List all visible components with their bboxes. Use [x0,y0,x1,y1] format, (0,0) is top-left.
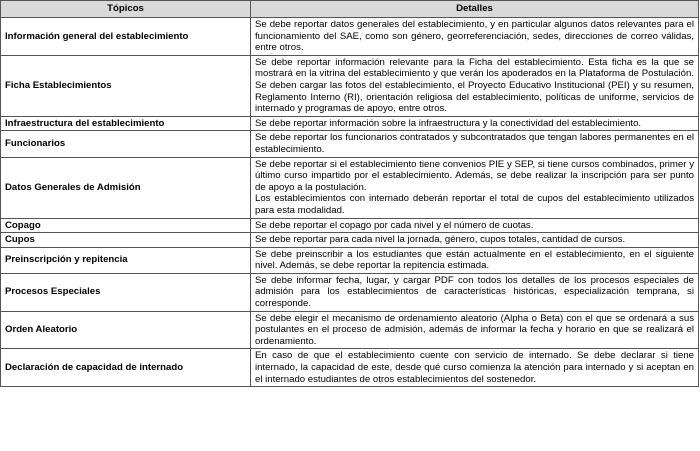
detail-paragraph: Se debe reportar datos generales del establecimiento, y en particular algunos datos relevantes para el funcionamiento del SAE, como son género, georreferenciación, sedes, direcciones de correo válidas, entre otros. [255,19,694,54]
header-details: Detalles [251,1,699,18]
topic-cell: Funcionarios [1,131,251,157]
detail-cell [251,349,699,387]
table-row [1,311,699,349]
topic-cell: Infraestructura del establecimiento [1,116,251,131]
detail-cell [251,218,699,233]
topic-cell: Ficha Establecimientos [1,55,251,116]
detail-paragraph: Se debe reportar información relevante para la Ficha del establecimiento. Esta ficha es la que se mostrará en la vitrina del establecimiento y que verán los apoderados en la Plataforma de Postulación. Se deben cargar las fotos del establecimiento, el Proyecto Educativo Institucional (PEI) y su resumen, Reglamento Interno (RI), orientación religiosa del establecimiento, políticas de uniforme, servicios de internado y programas de apoyo, entre otros. [255,56,694,115]
detail-paragraph: En caso de que el establecimiento cuente con servicio de internado. Se debe declarar si tiene internado, la capacidad de este, desde qué curso comienza la atención para internado y si aceptan en el internado estudiantes de otros establecimientos del sostenedor. [255,350,694,385]
topic-cell: Orden Aleatorio [1,311,251,349]
table-header-row [1,1,699,18]
table-row [1,157,699,218]
table-row [1,349,699,387]
topic-cell: Declaración de capacidad de internado [1,349,251,387]
table-row [1,273,699,311]
detail-paragraph: Se debe reportar información sobre la infraestructura y la conectividad del establecimiento. [255,117,642,129]
topic-cell: Información general del establecimiento [1,18,251,56]
topic-cell: Preinscripción y repitencia [1,247,251,273]
table-row [1,131,699,157]
detail-cell [251,55,699,116]
detail-paragraph: Se debe reportar el copago por cada nivel y el número de cuotas. [255,219,534,231]
topic-cell: Copago [1,218,251,233]
detail-paragraph: Se debe elegir el mecanismo de ordenamiento aleatorio (Alpha o Beta) con el que se ordenará a sus postulantes en el proceso de admisión, además de informar la fecha y horario en que se realizará el ordenamiento. [255,312,694,347]
table-body [1,18,699,387]
detail-paragraph: Se debe reportar si el establecimiento tiene convenios PIE y SEP, si tiene cursos combinados, primer y último curso impartido por el establecimiento. Además, se debe realizar la inscripción para ser punto de apoyo a la postulación. [255,158,694,193]
table-row [1,18,699,56]
detail-cell [251,18,699,56]
table-row [1,55,699,116]
table-row [1,116,699,131]
table-row [1,233,699,248]
topic-cell: Cupos [1,233,251,248]
detail-paragraph: Se debe preinscribir a los estudiantes que están actualmente en el establecimiento, en el siguiente nivel. Además, se debe reportar la repitencia estimada. [255,248,694,272]
detail-paragraph: Se debe reportar para cada nivel la jornada, género, cupos totales, cantidad de cursos. [255,234,626,246]
header-topics: Tópicos [1,1,251,18]
detail-cell [251,131,699,157]
topic-cell: Procesos Especiales [1,273,251,311]
table-row [1,218,699,233]
detail-cell [251,273,699,311]
detail-cell [251,157,699,218]
detail-cell [251,247,699,273]
detail-paragraph: Los establecimientos con internado deberán reportar el total de cupos del establecimiento utilizados para esta modalidad. [255,193,694,216]
detail-cell [251,311,699,349]
table-row [1,247,699,273]
detail-paragraph: Se debe informar fecha, lugar, y cargar PDF con todos los detalles de los procesos especiales de admisión para los establecimientos de características históricas, especialización temprana, si corresponde. [255,274,694,310]
detail-paragraph: Se debe reportar los funcionarios contratados y subcontratados que tengan labores permanentes en el establecimiento. [255,132,694,155]
topic-cell: Datos Generales de Admisión [1,157,251,218]
detail-cell [251,233,699,248]
detail-cell [251,116,699,131]
